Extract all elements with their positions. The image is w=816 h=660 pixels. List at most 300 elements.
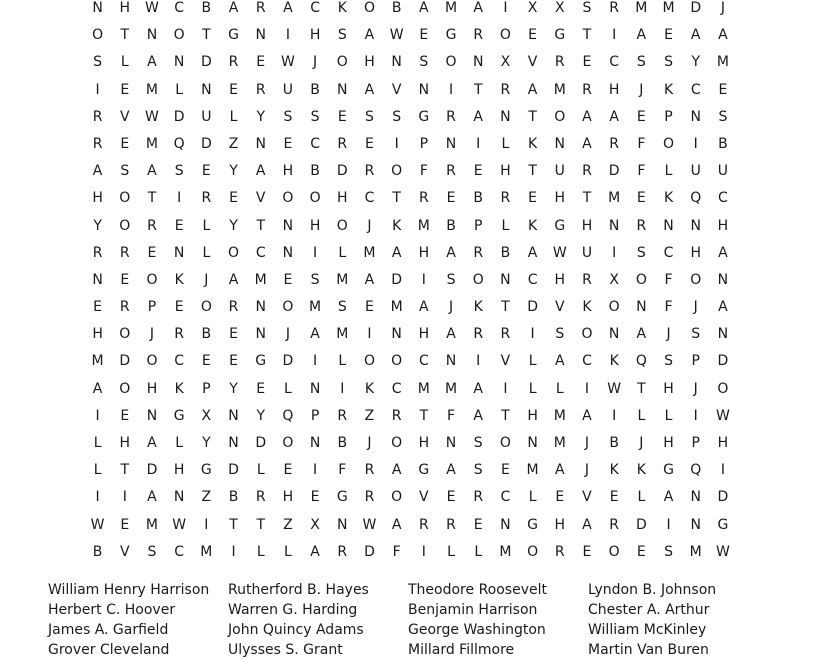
grid-cell[interactable]: F [637,163,646,180]
grid-cell[interactable]: B [473,190,484,207]
grid-cell[interactable]: K [364,380,375,397]
grid-cell[interactable]: J [666,326,671,343]
grid-cell[interactable]: R [554,543,565,560]
grid-cell[interactable]: J [720,0,725,16]
grid-cell[interactable]: O [228,244,240,261]
grid-cell[interactable]: V [119,108,130,125]
grid-cell[interactable]: B [391,0,402,16]
grid-cell[interactable]: W [145,108,159,125]
grid-cell[interactable]: H [663,380,674,397]
grid-cell[interactable]: B [310,163,320,180]
grid-cell[interactable]: S [93,54,103,71]
grid-cell[interactable]: I [503,0,508,16]
grid-cell[interactable]: H [418,435,430,451]
grid-cell[interactable]: A [147,489,157,506]
grid-cell[interactable]: N [255,135,266,152]
grid-cell[interactable]: Y [256,108,265,125]
grid-cell[interactable]: A [473,108,483,125]
grid-cell[interactable]: E [473,163,483,180]
grid-cell[interactable]: O [472,271,484,288]
grid-cell[interactable]: S [365,108,374,125]
grid-cell[interactable]: I [693,135,698,152]
grid-cell[interactable]: B [446,217,456,234]
grid-cell[interactable]: K [609,353,619,370]
grid-cell[interactable]: S [473,435,483,451]
grid-cell[interactable]: M [499,543,512,560]
grid-cell[interactable]: J [639,435,644,451]
grid-cell[interactable]: P [473,217,483,234]
grid-cell[interactable]: P [202,380,211,397]
grid-cell[interactable]: L [120,54,129,71]
grid-cell[interactable]: C [174,353,185,370]
grid-cell[interactable]: H [309,217,321,234]
grid-cell[interactable]: R [92,135,103,152]
grid-cell[interactable]: A [527,244,538,261]
grid-cell[interactable]: A [310,543,320,560]
grid-cell[interactable]: I [313,244,318,261]
grid-cell[interactable]: O [391,353,403,370]
grid-cell[interactable]: M [444,380,458,397]
grid-cell[interactable]: M [417,380,430,397]
grid-cell[interactable]: K [174,380,184,397]
grid-cell[interactable]: I [122,489,127,506]
grid-cell[interactable]: H [717,217,729,234]
grid-cell[interactable]: I [177,190,182,207]
grid-cell[interactable]: S [174,163,184,180]
grid-cell[interactable]: T [120,27,130,44]
grid-cell[interactable]: N [472,54,484,71]
grid-cell[interactable]: N [228,407,239,424]
grid-cell[interactable]: O [336,54,348,71]
grid-cell[interactable]: H [119,435,131,451]
grid-cell[interactable]: J [149,326,155,343]
grid-cell[interactable]: Y [93,217,102,234]
grid-cell[interactable]: M [390,299,403,316]
grid-cell[interactable]: R [147,217,157,234]
grid-cell[interactable]: H [527,407,538,424]
grid-cell[interactable]: F [392,543,401,560]
grid-cell[interactable]: N [690,489,701,506]
grid-cell[interactable]: S [310,108,320,125]
grid-cell[interactable]: R [337,135,348,152]
grid-cell[interactable]: S [337,299,347,316]
grid-cell[interactable]: S [636,244,646,261]
grid-cell[interactable]: G [255,353,267,370]
grid-cell[interactable]: C [500,489,511,506]
grid-cell[interactable]: A [446,462,456,479]
grid-cell[interactable]: M [689,543,702,560]
grid-cell[interactable]: K [582,299,592,316]
grid-cell[interactable]: L [256,462,265,479]
grid-cell[interactable]: R [92,108,103,125]
grid-cell[interactable]: T [637,380,646,397]
grid-cell[interactable]: A [228,0,239,16]
grid-cell[interactable]: T [147,190,157,207]
grid-cell[interactable]: D [717,489,729,506]
grid-cell[interactable]: E [419,27,429,44]
grid-cell[interactable]: F [664,271,673,288]
grid-cell[interactable]: E [120,135,130,152]
grid-cell[interactable]: R [582,81,592,98]
grid-cell[interactable]: O [146,271,158,288]
grid-cell[interactable]: A [92,380,103,397]
grid-cell[interactable]: E [582,54,592,71]
grid-cell[interactable]: Q [635,353,647,370]
grid-cell[interactable]: R [473,27,484,44]
grid-cell[interactable]: E [256,380,266,397]
grid-cell[interactable]: A [446,244,456,261]
grid-cell[interactable]: X [201,407,212,424]
grid-cell[interactable]: N [201,81,212,98]
grid-cell[interactable]: L [528,353,537,370]
grid-cell[interactable]: R [228,54,239,71]
grid-cell[interactable]: C [690,81,701,98]
grid-cell[interactable]: K [337,0,347,16]
grid-cell[interactable]: D [635,516,647,533]
grid-cell[interactable]: X [310,516,320,533]
grid-cell[interactable]: E [609,489,619,506]
grid-cell[interactable]: E [120,516,130,533]
grid-cell[interactable]: F [664,299,673,316]
grid-cell[interactable]: D [690,0,702,16]
grid-cell[interactable]: A [147,163,157,180]
grid-cell[interactable]: C [364,190,375,207]
grid-cell[interactable]: N [500,271,511,288]
grid-cell[interactable]: R [391,407,402,424]
grid-cell[interactable]: Y [202,435,211,451]
grid-cell[interactable]: N [500,516,511,533]
grid-cell[interactable]: L [528,380,537,397]
grid-cell[interactable]: A [609,108,619,125]
grid-cell[interactable]: R [255,489,266,506]
grid-cell[interactable]: Q [173,135,185,152]
grid-cell[interactable]: I [95,407,100,424]
grid-cell[interactable]: L [501,135,510,152]
grid-cell[interactable]: H [119,0,131,16]
grid-cell[interactable]: V [255,190,266,207]
grid-cell[interactable]: N [608,326,620,343]
grid-cell[interactable]: L [338,353,347,370]
grid-cell[interactable]: T [202,27,211,44]
grid-cell[interactable]: J [584,435,590,451]
grid-cell[interactable]: F [338,462,347,479]
grid-cell[interactable]: C [663,244,674,261]
grid-cell[interactable]: P [691,353,700,370]
grid-cell[interactable]: E [337,108,347,125]
grid-cell[interactable]: B [92,543,103,560]
grid-cell[interactable]: F [637,135,646,152]
grid-cell[interactable]: T [473,81,483,98]
grid-cell[interactable]: O [527,543,539,560]
grid-cell[interactable]: N [554,135,566,152]
grid-cell[interactable]: W [607,380,622,397]
grid-cell[interactable]: N [92,271,103,288]
grid-cell[interactable]: L [93,435,102,451]
grid-cell[interactable]: Q [690,190,702,207]
grid-cell[interactable]: O [363,353,375,370]
grid-cell[interactable]: M [309,299,322,316]
grid-cell[interactable]: Y [229,380,238,397]
grid-cell[interactable]: G [527,516,539,533]
grid-cell[interactable]: O [554,108,566,125]
grid-cell[interactable]: N [146,27,158,44]
grid-cell[interactable]: A [255,163,266,180]
grid-cell[interactable]: G [228,27,239,44]
grid-cell[interactable]: O [499,435,511,451]
grid-cell[interactable]: A [718,27,728,44]
grid-cell[interactable]: L [474,543,483,560]
grid-cell[interactable]: N [608,217,620,234]
grid-cell[interactable]: A [718,244,728,261]
grid-cell[interactable]: O [608,299,620,316]
grid-cell[interactable]: I [394,135,399,152]
grid-cell[interactable]: N [527,435,538,451]
grid-cell[interactable]: A [582,407,592,424]
grid-cell[interactable]: M [716,54,729,71]
grid-cell[interactable]: E [582,543,592,560]
grid-cell[interactable]: B [201,0,212,16]
grid-cell[interactable]: E [283,271,293,288]
grid-cell[interactable]: L [284,380,292,397]
grid-cell[interactable]: I [503,380,508,397]
grid-cell[interactable]: A [228,271,239,288]
grid-cell[interactable]: N [663,217,674,234]
grid-cell[interactable]: S [664,54,673,71]
grid-cell[interactable]: I [313,353,318,370]
grid-cell[interactable]: O [391,163,403,180]
grid-cell[interactable]: H [92,190,103,207]
grid-cell[interactable]: S [664,543,673,560]
grid-cell[interactable]: W [90,516,105,533]
grid-cell[interactable]: M [444,0,458,16]
grid-cell[interactable]: L [664,407,673,424]
grid-cell[interactable]: L [93,462,102,479]
grid-cell[interactable]: K [663,81,674,98]
grid-cell[interactable]: E [446,190,456,207]
grid-cell[interactable]: P [664,108,673,125]
grid-cell[interactable]: N [255,326,266,343]
grid-cell[interactable]: E [555,489,565,506]
grid-cell[interactable]: W [362,516,377,533]
grid-cell[interactable]: R [337,407,348,424]
grid-cell[interactable]: E [664,27,673,44]
grid-cell[interactable]: N [337,81,348,98]
grid-cell[interactable]: G [418,462,430,479]
grid-cell[interactable]: N [391,326,402,343]
grid-cell[interactable]: A [527,81,538,98]
grid-cell[interactable]: A [582,135,592,152]
grid-cell[interactable]: U [690,163,701,180]
grid-cell[interactable]: S [419,54,429,71]
grid-cell[interactable]: H [690,244,701,261]
grid-cell[interactable]: E [365,135,374,152]
grid-cell[interactable]: A [636,27,647,44]
grid-cell[interactable]: N [255,299,266,316]
grid-cell[interactable]: T [528,163,537,180]
grid-cell[interactable]: C [391,380,402,397]
grid-cell[interactable]: O [282,190,294,207]
grid-cell[interactable]: E [718,81,728,98]
grid-cell[interactable]: N [146,407,158,424]
grid-cell[interactable]: N [500,108,511,125]
grid-cell[interactable]: N [445,135,457,152]
grid-cell[interactable]: I [448,81,454,98]
grid-cell[interactable]: S [664,353,673,370]
grid-cell[interactable]: O [282,435,294,451]
grid-cell[interactable]: R [446,516,456,533]
grid-cell[interactable]: J [448,299,454,316]
grid-cell[interactable]: E [473,516,483,533]
grid-cell[interactable]: K [174,271,184,288]
grid-cell[interactable]: N [445,353,457,370]
grid-cell[interactable]: J [367,217,372,234]
grid-cell[interactable]: E [446,489,456,506]
grid-cell[interactable]: N [173,54,185,71]
grid-cell[interactable]: W [145,0,159,16]
grid-cell[interactable]: I [476,135,481,152]
grid-cell[interactable]: P [691,435,700,451]
grid-cell[interactable]: E [120,81,130,98]
grid-cell[interactable]: H [282,489,294,506]
grid-cell[interactable]: N [717,326,729,343]
grid-cell[interactable]: R [446,163,456,180]
grid-cell[interactable]: U [201,108,212,125]
grid-cell[interactable]: H [554,190,566,207]
grid-cell[interactable]: O [119,190,131,207]
grid-cell[interactable]: E [256,54,266,71]
grid-cell[interactable]: I [612,244,617,261]
grid-cell[interactable]: V [500,353,511,370]
grid-cell[interactable]: G [445,27,457,44]
grid-cell[interactable]: A [419,0,429,16]
grid-cell[interactable]: H [500,163,511,180]
grid-cell[interactable]: V [119,543,130,560]
grid-cell[interactable]: N [690,217,701,234]
grid-cell[interactable]: E [528,190,538,207]
grid-cell[interactable]: R [255,81,266,98]
grid-cell[interactable]: O [336,217,348,234]
grid-cell[interactable]: O [119,326,131,343]
grid-cell[interactable]: O [581,326,593,343]
grid-cell[interactable]: D [391,271,403,288]
grid-cell[interactable]: R [92,244,103,261]
grid-cell[interactable]: B [228,489,239,506]
grid-cell[interactable]: M [254,271,267,288]
grid-cell[interactable]: B [310,81,320,98]
grid-cell[interactable]: S [473,462,483,479]
grid-cell[interactable]: H [581,217,593,234]
grid-cell[interactable]: L [202,217,211,234]
grid-cell[interactable]: A [663,489,674,506]
grid-cell[interactable]: G [663,462,674,479]
grid-cell[interactable]: E [229,353,238,370]
grid-cell[interactable]: M [145,81,159,98]
grid-cell[interactable]: U [554,163,565,180]
grid-cell[interactable]: S [718,108,728,125]
grid-cell[interactable]: R [364,489,375,506]
grid-cell[interactable]: C [609,54,620,71]
grid-cell[interactable]: E [93,299,103,316]
grid-cell[interactable]: N [173,489,185,506]
grid-cell[interactable]: K [528,135,538,152]
grid-cell[interactable]: D [173,108,185,125]
grid-cell[interactable]: T [582,190,592,207]
grid-cell[interactable]: R [636,217,647,234]
grid-cell[interactable]: S [283,108,293,125]
grid-cell[interactable]: I [476,353,481,370]
grid-cell[interactable]: N [309,380,321,397]
grid-cell[interactable]: O [119,217,131,234]
grid-cell[interactable]: O [608,543,620,560]
grid-cell[interactable]: E [283,135,293,152]
grid-cell[interactable]: O [635,271,647,288]
grid-cell[interactable]: S [691,326,701,343]
grid-cell[interactable]: N [690,516,701,533]
grid-cell[interactable]: H [337,190,348,207]
grid-cell[interactable]: C [718,190,728,207]
grid-cell[interactable]: A [147,54,157,71]
grid-cell[interactable]: P [147,299,157,316]
grid-cell[interactable]: A [364,271,375,288]
grid-cell[interactable]: I [612,407,617,424]
grid-cell[interactable]: H [92,326,103,343]
grid-cell[interactable]: A [446,326,456,343]
grid-cell[interactable]: A [473,380,483,397]
grid-cell[interactable]: S [310,271,320,288]
grid-cell[interactable]: Y [256,407,265,424]
grid-cell[interactable]: Z [364,407,375,424]
grid-cell[interactable]: U [581,244,593,261]
grid-cell[interactable]: R [446,108,456,125]
grid-cell[interactable]: L [664,163,673,180]
grid-cell[interactable]: U [282,81,294,98]
grid-cell[interactable]: E [365,299,374,316]
grid-cell[interactable]: A [473,407,483,424]
grid-cell[interactable]: H [663,435,674,451]
grid-cell[interactable]: D [255,435,267,451]
grid-cell[interactable]: O [499,27,511,44]
grid-cell[interactable]: H [282,163,294,180]
grid-cell[interactable]: A [310,326,320,343]
grid-cell[interactable]: J [693,380,698,397]
grid-cell[interactable]: E [229,81,238,98]
grid-cell[interactable]: U [717,163,729,180]
grid-cell[interactable]: F [447,407,456,424]
grid-cell[interactable]: F [419,163,428,180]
grid-cell[interactable]: L [555,380,564,397]
grid-cell[interactable]: H [173,462,185,479]
grid-cell[interactable]: O [309,190,321,207]
grid-cell[interactable]: Z [283,516,293,533]
grid-cell[interactable]: D [200,54,212,71]
grid-cell[interactable]: D [228,462,239,479]
grid-cell[interactable]: K [609,462,619,479]
grid-cell[interactable]: N [255,27,266,44]
grid-cell[interactable]: A [419,299,429,316]
grid-cell[interactable]: L [256,543,265,560]
grid-cell[interactable]: R [473,326,484,343]
grid-cell[interactable]: R [364,163,375,180]
grid-cell[interactable]: T [392,190,401,207]
grid-cell[interactable]: M [608,190,621,207]
grid-cell[interactable]: H [418,244,430,261]
grid-cell[interactable]: M [145,516,159,533]
grid-cell[interactable]: D [146,462,158,479]
grid-cell[interactable]: E [500,462,510,479]
grid-cell[interactable]: C [418,353,429,370]
grid-cell[interactable]: I [530,326,535,343]
grid-cell[interactable]: R [609,135,620,152]
